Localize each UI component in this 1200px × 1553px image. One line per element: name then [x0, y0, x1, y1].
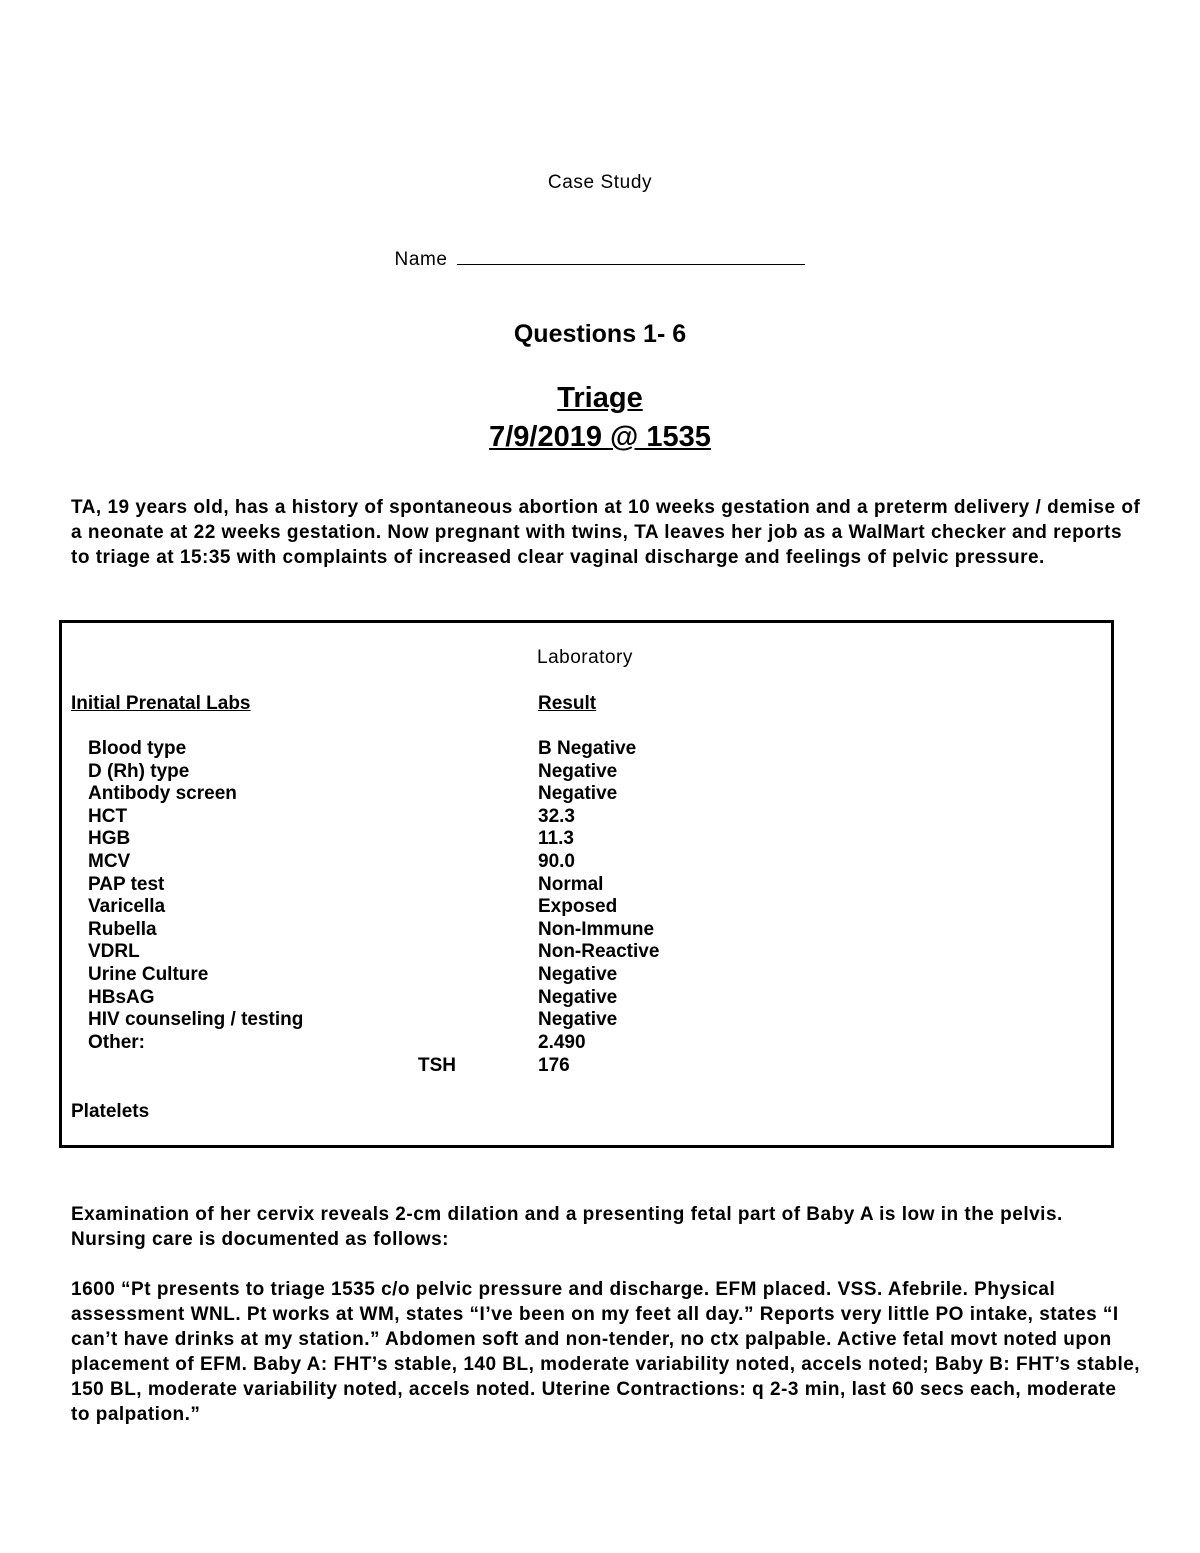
result-header: Result	[538, 693, 597, 714]
lab-test-name: HBsAG	[88, 986, 155, 1008]
lab-row	[0, 987, 1200, 1010]
name-label: Name	[394, 249, 448, 270]
lab-test-name: D (Rh) type	[88, 760, 190, 782]
lab-test-name: Varicella	[88, 896, 166, 918]
nursing-note: 1600 “Pt presents to triage 1535 c/o pelvic pressure and discharge. EFM placed. VSS. Afebrile. Physical assessment WNL. Pt works at WM, states “I’ve been on my feet all day.” Reports very little PO intake, states “I can’t have drinks at my station.” Abdomen soft and non-tender, no ctx palpable. Active fetal movt noted upon placement of EFM. Baby A: FHT’s stable, 140 BL, moderate variability noted, accels noted; Baby B: FHT’s stable, 150 BL, moderate variability noted, accels noted. Uterine Contractions: q 2-3 min, last 60 secs each, moderate to palpation.”	[71, 1279, 1141, 1425]
lab-test-result: Negative	[538, 1009, 618, 1031]
lab-test-name: Rubella	[88, 918, 157, 940]
case-study-heading: Case Study	[547, 172, 653, 193]
lab-test-result: 11.3	[538, 828, 574, 850]
initial-prenatal-labs-header: Initial Prenatal Labs	[71, 693, 251, 714]
lab-test-result: Non-Reactive	[538, 941, 660, 963]
lab-test-result: Negative	[538, 760, 618, 782]
lab-test-result: B Negative	[538, 738, 637, 759]
intro-paragraph: TA, 19 years old, has a history of spontaneous abortion at 10 weeks gestation and a preterm delivery / demise of a neonate at 22 weeks gestation. Now pregnant with twins, TA leaves her job as a WalMart checker and reports to triage at 15:35 with complaints of increased clear vaginal discharge and feelings of pelvic pressure.	[71, 497, 1141, 568]
tsh-value: 176	[538, 1055, 570, 1076]
lab-test-result: Negative	[538, 964, 618, 985]
lab-row	[0, 874, 1200, 897]
lab-test-result: Non-Immune	[538, 918, 655, 940]
lab-row	[0, 941, 1200, 964]
lab-row	[0, 738, 1200, 761]
lab-row	[0, 783, 1200, 806]
lab-row	[0, 761, 1200, 784]
lab-test-result: 32.3	[538, 805, 575, 827]
lab-test-result: Normal	[538, 873, 604, 895]
lab-test-name: Other:	[88, 1031, 145, 1053]
lab-test-result: Negative	[538, 986, 618, 1008]
tsh-label: TSH	[418, 1055, 456, 1076]
lab-test-name: HGB	[88, 828, 131, 850]
lab-row	[0, 851, 1200, 874]
triage-heading: Triage	[557, 382, 643, 414]
lab-test-result: 90.0	[538, 851, 575, 872]
name-blank	[457, 246, 805, 265]
exam-paragraph: Examination of her cervix reveals 2-cm dilation and a presenting fetal part of Baby A is low in the pelvis. Nursing care is documented as follows:	[71, 1204, 1063, 1250]
triage-datetime: 7/9/2019 @ 1535	[489, 421, 711, 453]
lab-row	[0, 1032, 1200, 1055]
lab-row	[0, 896, 1200, 919]
questions-heading: Questions 1- 6	[513, 320, 687, 348]
name-line	[0, 246, 1200, 271]
platelets-label: Platelets	[71, 1101, 150, 1122]
lab-test-name: Antibody screen	[88, 783, 237, 805]
lab-test-name: VDRL	[88, 941, 140, 963]
lab-test-result: Negative	[538, 783, 618, 805]
lab-row	[0, 828, 1200, 851]
lab-row	[0, 1009, 1200, 1032]
lab-test-name: Urine Culture	[88, 964, 209, 985]
laboratory-title: Laboratory	[537, 647, 633, 668]
lab-test-name: Blood type	[88, 738, 187, 759]
lab-row	[0, 964, 1200, 987]
lab-test-result: 2.490	[538, 1031, 586, 1053]
lab-row	[0, 919, 1200, 942]
lab-row	[0, 806, 1200, 829]
lab-test-name: HIV counseling / testing	[88, 1009, 304, 1031]
lab-test-name: MCV	[88, 851, 131, 872]
lab-test-name: HCT	[88, 805, 128, 827]
lab-test-name: PAP test	[88, 873, 165, 895]
lab-test-result: Exposed	[538, 896, 618, 918]
